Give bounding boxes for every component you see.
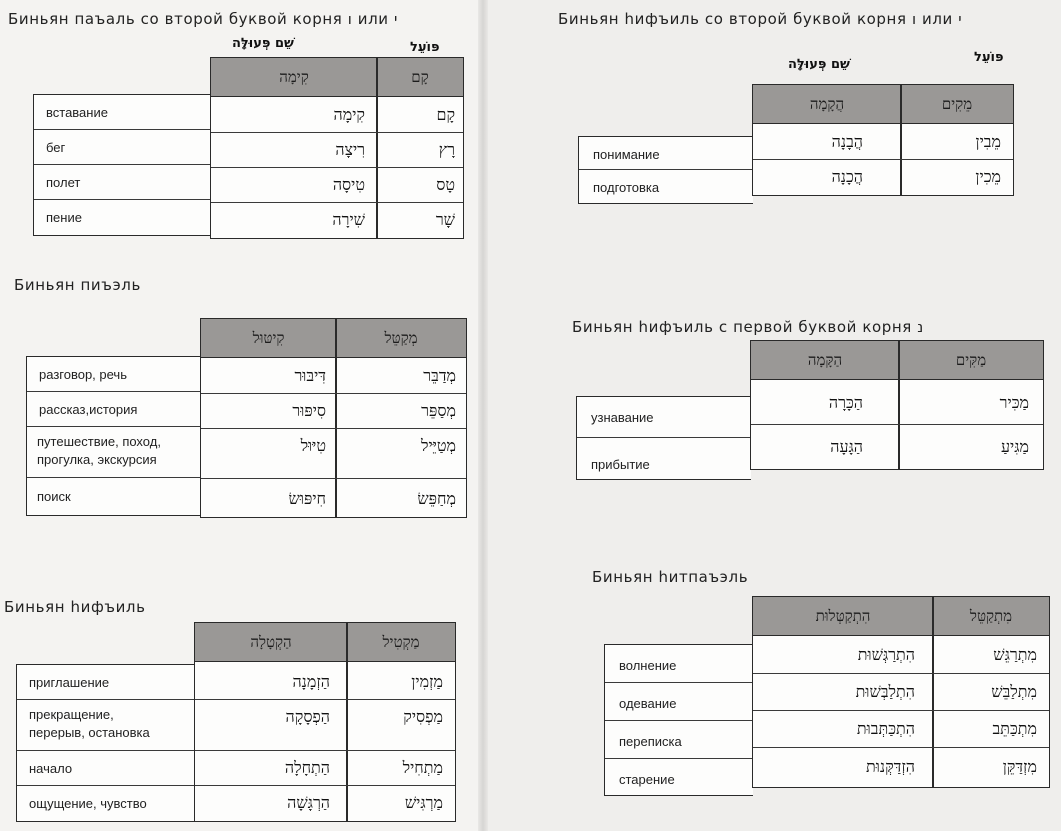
verb: מְחַפֵּשׂ bbox=[417, 489, 456, 508]
verb: מִתְלַבֵּשׁ bbox=[991, 682, 1037, 701]
translation: переписка bbox=[619, 734, 682, 749]
verb: מַזְמִין bbox=[411, 672, 443, 691]
noun: הַזְמָנָה bbox=[292, 672, 330, 691]
table-row bbox=[195, 699, 455, 751]
header-noun: הַקָּמָה bbox=[807, 351, 843, 369]
verb: מִתְרַגֵּשׁ bbox=[993, 645, 1037, 664]
heading-hitpael: Биньян hитпаъэль bbox=[592, 568, 749, 586]
translation: путешествие, поход, bbox=[37, 434, 161, 449]
translation: начало bbox=[29, 761, 73, 776]
verb: רָץ bbox=[438, 140, 455, 159]
table-row bbox=[753, 673, 1049, 711]
table-row bbox=[605, 683, 753, 721]
verb: מַפְסִיק bbox=[403, 707, 443, 726]
table-row bbox=[753, 159, 1013, 194]
verb: מַגִּיעַ bbox=[1000, 437, 1029, 456]
translation: полет bbox=[46, 175, 81, 190]
verb: מַכִּיר bbox=[999, 393, 1029, 412]
translation: понимание bbox=[593, 147, 660, 162]
heading-paal: Биньян паъаль со второй буквой корня ו или י bbox=[8, 10, 398, 28]
table-row bbox=[34, 165, 211, 200]
header-verb: מַקִּים bbox=[955, 351, 987, 369]
translation: подготовка bbox=[593, 180, 660, 195]
translation: прекращение, bbox=[29, 707, 114, 722]
page-fold bbox=[478, 0, 488, 831]
table-row bbox=[17, 665, 197, 700]
hifil-second-table bbox=[752, 84, 1014, 196]
noun: הִזְדַּקְּנוּת bbox=[866, 757, 915, 776]
noun: הִתְלַבְּשׁוּת bbox=[855, 682, 915, 701]
noun: הַרְגָּשָׁה bbox=[287, 793, 330, 812]
translation: ощущение, чувство bbox=[29, 796, 147, 811]
verb: מְדַבֵּר bbox=[423, 366, 456, 385]
verb: מַתְחִיל bbox=[402, 758, 443, 777]
table-row bbox=[211, 202, 463, 237]
verb: מַרְגִּישׁ bbox=[404, 793, 443, 812]
header-noun: קִימָה bbox=[279, 68, 309, 86]
table-row bbox=[577, 438, 751, 478]
table-row bbox=[605, 645, 753, 683]
table-row bbox=[17, 700, 197, 751]
noun: הִתְכַּתְּבוּת bbox=[856, 719, 915, 738]
verb: מִתְכַּתֵּב bbox=[992, 719, 1037, 738]
noun: שִׁירָה bbox=[332, 210, 365, 229]
header-noun: הִתְקַטְּלוּת bbox=[815, 607, 871, 625]
noun: הֲכָנָה bbox=[831, 167, 863, 186]
table-row bbox=[579, 137, 753, 170]
table-row bbox=[579, 170, 753, 202]
paal-table bbox=[210, 57, 464, 239]
table-row bbox=[751, 424, 1043, 468]
hifil-first-table bbox=[750, 340, 1044, 470]
translation: приглашение bbox=[29, 675, 110, 690]
heading-hifil-first: Биньян hифъиль с первой буквой корня נ bbox=[572, 318, 924, 336]
heading-piel: Биньян пиъэль bbox=[14, 276, 141, 294]
header-noun: קִיטּוּל bbox=[252, 329, 285, 347]
noun: הֲבָנָה bbox=[831, 132, 863, 151]
table-row bbox=[17, 786, 197, 820]
table-row bbox=[201, 358, 466, 394]
hitpael-translations bbox=[604, 644, 753, 796]
paal-translations bbox=[33, 94, 211, 236]
hifil-table bbox=[194, 622, 456, 822]
noun: הַגָּעָה bbox=[830, 437, 863, 456]
verb: מְסַפֵּר bbox=[421, 401, 456, 420]
table-row bbox=[201, 393, 466, 429]
translation: пение bbox=[46, 210, 82, 225]
verb: מְטַיֵּיל bbox=[420, 436, 456, 455]
verb: מִזְדַּקֵּן bbox=[1002, 757, 1037, 776]
col-label-poel: פּוֹעֵל bbox=[410, 40, 440, 55]
translation: старение bbox=[619, 772, 675, 787]
table-row bbox=[753, 636, 1049, 674]
noun: טִיסָה bbox=[332, 175, 365, 194]
table-row bbox=[34, 200, 211, 234]
verb: טָס bbox=[436, 175, 455, 194]
col-label-poel-right: פּוֹעֵל bbox=[974, 50, 1004, 65]
noun: דִּיבּוּר bbox=[294, 366, 326, 385]
header-verb: מַקְטִיל bbox=[382, 633, 420, 651]
header-verb: מְקַטֵּל bbox=[384, 329, 418, 347]
verb: שָׁר bbox=[435, 210, 455, 229]
table-row bbox=[27, 357, 203, 392]
translation-line2: перерыв, остановка bbox=[29, 725, 150, 740]
table-row bbox=[27, 478, 203, 514]
table-row bbox=[34, 130, 211, 165]
translation: рассказ,история bbox=[39, 402, 138, 417]
table-row bbox=[195, 785, 455, 820]
hifil-first-translations bbox=[576, 396, 751, 480]
noun: סִיפּוּר bbox=[292, 401, 326, 420]
piel-table bbox=[200, 318, 467, 518]
col-label-shem-peula-right: שֵׁם פְּעוּלָּה bbox=[788, 57, 850, 72]
noun: הִתְרַגְּשׁוּת bbox=[857, 645, 915, 664]
noun: הַפְסָקָה bbox=[285, 707, 330, 726]
translation: прибытие bbox=[591, 457, 650, 472]
table-row bbox=[753, 747, 1049, 786]
table-row bbox=[211, 132, 463, 168]
table-row bbox=[34, 95, 211, 130]
noun: רִיצָה bbox=[335, 140, 365, 159]
table-row bbox=[27, 392, 203, 427]
table-row bbox=[211, 167, 463, 203]
hifil-second-translations bbox=[578, 136, 753, 204]
translation: волнение bbox=[619, 658, 677, 673]
translation: поиск bbox=[37, 489, 71, 504]
translation: узнавание bbox=[591, 410, 654, 425]
table-row bbox=[753, 710, 1049, 748]
table-row bbox=[201, 478, 466, 516]
noun: הַתְחָלָה bbox=[284, 758, 330, 777]
table-row bbox=[195, 750, 455, 786]
header-noun: הֲקָמָה bbox=[809, 95, 845, 113]
hifil-translations bbox=[16, 664, 197, 822]
header-verb: קָם bbox=[411, 68, 429, 86]
noun: חִיפּוּשׂ bbox=[288, 489, 326, 508]
table-row bbox=[577, 397, 751, 438]
table-row bbox=[605, 759, 753, 794]
table-row bbox=[27, 427, 203, 478]
piel-translations bbox=[26, 356, 203, 516]
translation-line2: прогулка, экскурсия bbox=[37, 452, 157, 467]
noun: הַכָּרָה bbox=[828, 393, 863, 412]
header-noun: הַקְטָלָה bbox=[250, 633, 292, 651]
table-row bbox=[17, 751, 197, 786]
table-row bbox=[605, 721, 753, 759]
table-row bbox=[753, 124, 1013, 160]
col-label-shem-peula: שֵׁם פְּעוּלָּה bbox=[232, 36, 294, 51]
table-row bbox=[201, 428, 466, 479]
translation: бег bbox=[46, 140, 66, 155]
table-row bbox=[211, 97, 463, 133]
verb: קָם bbox=[436, 105, 455, 124]
heading-hifil-second: Биньян hифъиль со второй буквой корня ו или י bbox=[558, 10, 963, 28]
header-verb: מֵקִים bbox=[941, 95, 973, 113]
translation: разговор, речь bbox=[39, 367, 127, 382]
table-row bbox=[195, 664, 455, 700]
table-row bbox=[751, 380, 1043, 425]
noun: טִיּוּל bbox=[300, 436, 326, 455]
heading-hifil: Биньян hифъиль bbox=[4, 598, 146, 616]
hitpael-table bbox=[752, 596, 1050, 788]
translation: вставание bbox=[46, 105, 108, 120]
translation: одевание bbox=[619, 696, 677, 711]
header-verb: מִתְקַטֵּל bbox=[969, 607, 1013, 625]
noun: קִימָה bbox=[333, 105, 365, 124]
verb: מֵבִין bbox=[975, 132, 1001, 151]
verb: מֵכִין bbox=[975, 167, 1001, 186]
